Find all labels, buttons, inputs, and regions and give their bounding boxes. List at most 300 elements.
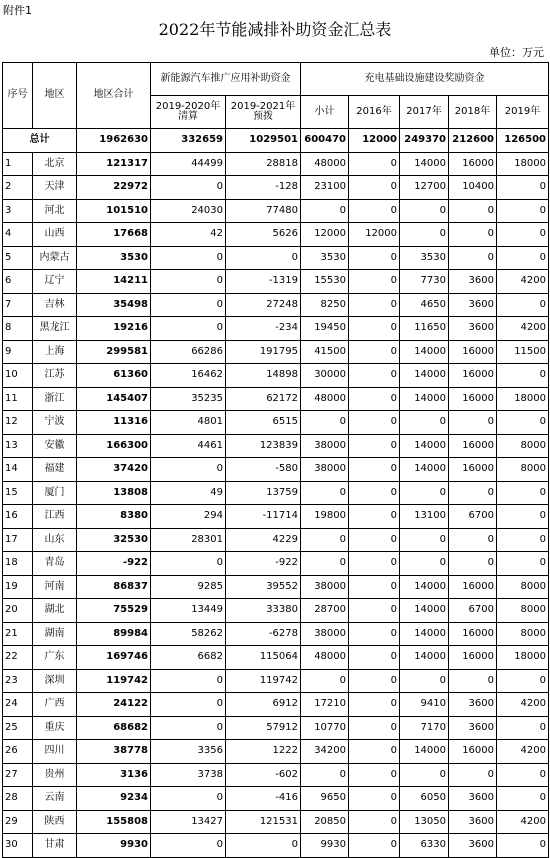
row-region-total: 169746 bbox=[77, 646, 151, 670]
total-row bbox=[3, 129, 549, 153]
row-2018: 0 bbox=[449, 411, 497, 435]
row-2016: 0 bbox=[349, 293, 400, 317]
row-2019: 18000 bbox=[497, 152, 549, 176]
row-subtotal: 0 bbox=[301, 528, 349, 552]
row-2016: 0 bbox=[349, 834, 400, 858]
row-region: 江苏 bbox=[33, 364, 77, 388]
row-2019: 8000 bbox=[497, 599, 549, 623]
row-nev-2019-2021: -1319 bbox=[226, 270, 301, 294]
row-nev-2019-2021: 121531 bbox=[226, 810, 301, 834]
total-cell: 12000 bbox=[349, 129, 400, 153]
row-subtotal: 23100 bbox=[301, 176, 349, 200]
row-nev-2019-2020: 3738 bbox=[151, 763, 226, 787]
row-nev-2019-2021: -416 bbox=[226, 787, 301, 811]
row-2017: 7170 bbox=[400, 716, 449, 740]
header-2018: 2018年 bbox=[449, 96, 497, 129]
table-row bbox=[3, 787, 549, 811]
row-2019: 8000 bbox=[497, 458, 549, 482]
row-2018: 0 bbox=[449, 669, 497, 693]
row-2017: 9410 bbox=[400, 693, 449, 717]
row-nev-2019-2021: 5626 bbox=[226, 223, 301, 247]
row-nev-2019-2021: 39552 bbox=[226, 575, 301, 599]
row-2018: 16000 bbox=[449, 646, 497, 670]
row-2016: 0 bbox=[349, 716, 400, 740]
row-2016: 0 bbox=[349, 505, 400, 529]
row-region-total: 32530 bbox=[77, 528, 151, 552]
total-cell: 249370 bbox=[400, 129, 449, 153]
table-row bbox=[3, 411, 549, 435]
row-2018: 3600 bbox=[449, 834, 497, 858]
row-2016: 0 bbox=[349, 199, 400, 223]
row-region-total: 155808 bbox=[77, 810, 151, 834]
page-title: 2022年节能减排补助资金汇总表 bbox=[158, 20, 392, 39]
row-nev-2019-2020: 16462 bbox=[151, 364, 226, 388]
row-nev-2019-2021: 0 bbox=[226, 246, 301, 270]
row-region: 上海 bbox=[33, 340, 77, 364]
row-nev-2019-2020: 24030 bbox=[151, 199, 226, 223]
row-seq: 30 bbox=[3, 834, 33, 858]
row-subtotal: 0 bbox=[301, 669, 349, 693]
row-region-total: 11316 bbox=[77, 411, 151, 435]
row-nev-2019-2020: 0 bbox=[151, 693, 226, 717]
table-row bbox=[3, 716, 549, 740]
row-region: 河北 bbox=[33, 199, 77, 223]
row-region: 厦门 bbox=[33, 481, 77, 505]
table-row bbox=[3, 599, 549, 623]
row-2016: 0 bbox=[349, 575, 400, 599]
row-2018: 3600 bbox=[449, 293, 497, 317]
row-nev-2019-2021: -602 bbox=[226, 763, 301, 787]
row-2016: 0 bbox=[349, 622, 400, 646]
row-nev-2019-2020: 28301 bbox=[151, 528, 226, 552]
row-2017: 13050 bbox=[400, 810, 449, 834]
row-region: 四川 bbox=[33, 740, 77, 764]
row-nev-2019-2021: -234 bbox=[226, 317, 301, 341]
table-row bbox=[3, 434, 549, 458]
row-nev-2019-2020: 0 bbox=[151, 293, 226, 317]
row-subtotal: 38000 bbox=[301, 575, 349, 599]
row-seq: 27 bbox=[3, 763, 33, 787]
row-subtotal: 20850 bbox=[301, 810, 349, 834]
table-row bbox=[3, 693, 549, 717]
row-region-total: 3136 bbox=[77, 763, 151, 787]
row-nev-2019-2020: 9285 bbox=[151, 575, 226, 599]
row-2016: 0 bbox=[349, 810, 400, 834]
row-2018: 6700 bbox=[449, 505, 497, 529]
row-2016: 0 bbox=[349, 411, 400, 435]
row-2019: 11500 bbox=[497, 340, 549, 364]
row-2018: 3600 bbox=[449, 270, 497, 294]
row-2018: 16000 bbox=[449, 152, 497, 176]
row-region-total: 35498 bbox=[77, 293, 151, 317]
row-region: 深圳 bbox=[33, 669, 77, 693]
row-seq: 10 bbox=[3, 364, 33, 388]
row-2018: 16000 bbox=[449, 387, 497, 411]
row-nev-2019-2020: 66286 bbox=[151, 340, 226, 364]
row-seq: 1 bbox=[3, 152, 33, 176]
row-region-total: 8380 bbox=[77, 505, 151, 529]
row-seq: 24 bbox=[3, 693, 33, 717]
row-subtotal: 28700 bbox=[301, 599, 349, 623]
row-2018: 0 bbox=[449, 223, 497, 247]
row-nev-2019-2021: 119742 bbox=[226, 669, 301, 693]
row-nev-2019-2021: 123839 bbox=[226, 434, 301, 458]
row-subtotal: 19800 bbox=[301, 505, 349, 529]
row-2017: 3530 bbox=[400, 246, 449, 270]
row-seq: 2 bbox=[3, 176, 33, 200]
row-2017: 14000 bbox=[400, 575, 449, 599]
row-seq: 13 bbox=[3, 434, 33, 458]
row-2016: 12000 bbox=[349, 223, 400, 247]
row-2019: 4200 bbox=[497, 693, 549, 717]
row-nev-2019-2020: 6682 bbox=[151, 646, 226, 670]
row-2017: 14000 bbox=[400, 458, 449, 482]
row-seq: 18 bbox=[3, 552, 33, 576]
row-2018: 0 bbox=[449, 199, 497, 223]
row-subtotal: 48000 bbox=[301, 387, 349, 411]
row-subtotal: 15530 bbox=[301, 270, 349, 294]
row-2019: 18000 bbox=[497, 387, 549, 411]
total-cell: 1029501 bbox=[226, 129, 301, 153]
row-nev-2019-2020: 0 bbox=[151, 458, 226, 482]
row-region: 黑龙江 bbox=[33, 317, 77, 341]
table-row bbox=[3, 575, 549, 599]
table-row bbox=[3, 293, 549, 317]
row-region-total: 101510 bbox=[77, 199, 151, 223]
table-row bbox=[3, 740, 549, 764]
row-nev-2019-2020: 294 bbox=[151, 505, 226, 529]
row-region-total: -922 bbox=[77, 552, 151, 576]
row-nev-2019-2020: 13449 bbox=[151, 599, 226, 623]
row-subtotal: 38000 bbox=[301, 622, 349, 646]
row-2017: 12700 bbox=[400, 176, 449, 200]
row-2017: 0 bbox=[400, 481, 449, 505]
table-row bbox=[3, 528, 549, 552]
row-nev-2019-2020: 13427 bbox=[151, 810, 226, 834]
row-nev-2019-2021: 191795 bbox=[226, 340, 301, 364]
row-region: 山西 bbox=[33, 223, 77, 247]
total-cell: 212600 bbox=[449, 129, 497, 153]
row-region: 内蒙古 bbox=[33, 246, 77, 270]
row-nev-2019-2021: 6515 bbox=[226, 411, 301, 435]
row-nev-2019-2020: 44499 bbox=[151, 152, 226, 176]
row-2019: 4200 bbox=[497, 270, 549, 294]
row-region-total: 13808 bbox=[77, 481, 151, 505]
row-2019: 0 bbox=[497, 176, 549, 200]
row-nev-2019-2020: 35235 bbox=[151, 387, 226, 411]
row-2018: 16000 bbox=[449, 340, 497, 364]
row-subtotal: 0 bbox=[301, 552, 349, 576]
row-2018: 3600 bbox=[449, 716, 497, 740]
row-2018: 16000 bbox=[449, 575, 497, 599]
row-subtotal: 3530 bbox=[301, 246, 349, 270]
table-row bbox=[3, 317, 549, 341]
row-2019: 0 bbox=[497, 552, 549, 576]
row-2016: 0 bbox=[349, 176, 400, 200]
row-region-total: 19216 bbox=[77, 317, 151, 341]
row-2018: 0 bbox=[449, 481, 497, 505]
table-row bbox=[3, 622, 549, 646]
header-charging-group: 充电基础设施建设奖励资金 bbox=[301, 63, 549, 96]
row-2016: 0 bbox=[349, 458, 400, 482]
row-2018: 0 bbox=[449, 246, 497, 270]
row-nev-2019-2020: 0 bbox=[151, 716, 226, 740]
row-seq: 14 bbox=[3, 458, 33, 482]
row-region: 浙江 bbox=[33, 387, 77, 411]
header-nev-group: 新能源汽车推广应用补助资金 bbox=[151, 63, 301, 96]
row-seq: 5 bbox=[3, 246, 33, 270]
row-subtotal: 48000 bbox=[301, 646, 349, 670]
row-2017: 14000 bbox=[400, 646, 449, 670]
unit-label: 单位：万元 bbox=[489, 46, 544, 59]
row-2017: 14000 bbox=[400, 622, 449, 646]
row-region: 宁波 bbox=[33, 411, 77, 435]
row-region-total: 121317 bbox=[77, 152, 151, 176]
row-nev-2019-2020: 4801 bbox=[151, 411, 226, 435]
row-2019: 0 bbox=[497, 763, 549, 787]
row-nev-2019-2021: 14898 bbox=[226, 364, 301, 388]
row-region: 陕西 bbox=[33, 810, 77, 834]
table-row bbox=[3, 481, 549, 505]
row-nev-2019-2021: 62172 bbox=[226, 387, 301, 411]
row-seq: 16 bbox=[3, 505, 33, 529]
row-2017: 14000 bbox=[400, 152, 449, 176]
row-2019: 4200 bbox=[497, 740, 549, 764]
table-row bbox=[3, 270, 549, 294]
row-2018: 16000 bbox=[449, 434, 497, 458]
row-2016: 0 bbox=[349, 317, 400, 341]
row-nev-2019-2020: 0 bbox=[151, 552, 226, 576]
row-subtotal: 0 bbox=[301, 199, 349, 223]
row-seq: 11 bbox=[3, 387, 33, 411]
row-2019: 0 bbox=[497, 411, 549, 435]
row-nev-2019-2021: 57912 bbox=[226, 716, 301, 740]
row-2017: 14000 bbox=[400, 434, 449, 458]
row-nev-2019-2021: -11714 bbox=[226, 505, 301, 529]
row-2016: 0 bbox=[349, 740, 400, 764]
row-nev-2019-2020: 0 bbox=[151, 270, 226, 294]
row-seq: 8 bbox=[3, 317, 33, 341]
row-2017: 13100 bbox=[400, 505, 449, 529]
row-2016: 0 bbox=[349, 693, 400, 717]
row-seq: 21 bbox=[3, 622, 33, 646]
subsidy-table bbox=[2, 62, 549, 858]
row-2017: 6330 bbox=[400, 834, 449, 858]
row-region-total: 68682 bbox=[77, 716, 151, 740]
row-nev-2019-2021: 115064 bbox=[226, 646, 301, 670]
row-2018: 16000 bbox=[449, 364, 497, 388]
row-2016: 0 bbox=[349, 552, 400, 576]
row-2019: 0 bbox=[497, 716, 549, 740]
header-region: 地区 bbox=[33, 63, 77, 129]
row-nev-2019-2020: 49 bbox=[151, 481, 226, 505]
row-seq: 15 bbox=[3, 481, 33, 505]
row-nev-2019-2021: 27248 bbox=[226, 293, 301, 317]
row-region-total: 24122 bbox=[77, 693, 151, 717]
row-2018: 3600 bbox=[449, 317, 497, 341]
row-subtotal: 38000 bbox=[301, 434, 349, 458]
row-2019: 18000 bbox=[497, 646, 549, 670]
row-2016: 0 bbox=[349, 646, 400, 670]
row-2018: 0 bbox=[449, 552, 497, 576]
row-2017: 0 bbox=[400, 552, 449, 576]
row-2018: 6700 bbox=[449, 599, 497, 623]
row-subtotal: 17210 bbox=[301, 693, 349, 717]
row-region: 重庆 bbox=[33, 716, 77, 740]
table-row bbox=[3, 387, 549, 411]
row-nev-2019-2020: 3356 bbox=[151, 740, 226, 764]
row-seq: 28 bbox=[3, 787, 33, 811]
row-seq: 26 bbox=[3, 740, 33, 764]
row-2016: 0 bbox=[349, 270, 400, 294]
header-nev-2019-2021: 2019-2021年预拨 bbox=[226, 96, 301, 129]
row-subtotal: 0 bbox=[301, 763, 349, 787]
row-2019: 0 bbox=[497, 505, 549, 529]
row-2016: 0 bbox=[349, 763, 400, 787]
row-2019: 0 bbox=[497, 246, 549, 270]
row-seq: 4 bbox=[3, 223, 33, 247]
table-row bbox=[3, 669, 549, 693]
row-seq: 29 bbox=[3, 810, 33, 834]
row-region: 福建 bbox=[33, 458, 77, 482]
row-2018: 10400 bbox=[449, 176, 497, 200]
table-row bbox=[3, 505, 549, 529]
row-subtotal: 0 bbox=[301, 411, 349, 435]
row-seq: 6 bbox=[3, 270, 33, 294]
row-2016: 0 bbox=[349, 787, 400, 811]
row-2019: 0 bbox=[497, 223, 549, 247]
row-seq: 22 bbox=[3, 646, 33, 670]
row-subtotal: 9650 bbox=[301, 787, 349, 811]
row-2019: 8000 bbox=[497, 434, 549, 458]
row-2017: 0 bbox=[400, 528, 449, 552]
row-region: 吉林 bbox=[33, 293, 77, 317]
row-nev-2019-2021: 4229 bbox=[226, 528, 301, 552]
row-2018: 0 bbox=[449, 528, 497, 552]
row-region: 广西 bbox=[33, 693, 77, 717]
row-2016: 0 bbox=[349, 669, 400, 693]
header-2017: 2017年 bbox=[400, 96, 449, 129]
row-region-total: 119742 bbox=[77, 669, 151, 693]
row-region: 贵州 bbox=[33, 763, 77, 787]
row-seq: 25 bbox=[3, 716, 33, 740]
row-2017: 11650 bbox=[400, 317, 449, 341]
row-2019: 4200 bbox=[497, 810, 549, 834]
row-region-total: 75529 bbox=[77, 599, 151, 623]
row-region: 青岛 bbox=[33, 552, 77, 576]
row-nev-2019-2020: 42 bbox=[151, 223, 226, 247]
row-region-total: 17668 bbox=[77, 223, 151, 247]
row-seq: 3 bbox=[3, 199, 33, 223]
row-subtotal: 48000 bbox=[301, 152, 349, 176]
row-subtotal: 12000 bbox=[301, 223, 349, 247]
row-2016: 0 bbox=[349, 364, 400, 388]
row-2019: 0 bbox=[497, 787, 549, 811]
row-seq: 17 bbox=[3, 528, 33, 552]
table-row bbox=[3, 763, 549, 787]
row-nev-2019-2020: 4461 bbox=[151, 434, 226, 458]
row-2018: 16000 bbox=[449, 740, 497, 764]
total-cell: 332659 bbox=[151, 129, 226, 153]
row-region: 湖南 bbox=[33, 622, 77, 646]
row-2016: 0 bbox=[349, 387, 400, 411]
header-region-total: 地区合计 bbox=[77, 63, 151, 129]
row-nev-2019-2020: 0 bbox=[151, 317, 226, 341]
row-region: 江西 bbox=[33, 505, 77, 529]
row-nev-2019-2021: 1222 bbox=[226, 740, 301, 764]
row-2017: 14000 bbox=[400, 740, 449, 764]
row-2017: 7730 bbox=[400, 270, 449, 294]
row-region: 湖北 bbox=[33, 599, 77, 623]
total-label: 总计 bbox=[3, 129, 77, 153]
row-nev-2019-2021: -6278 bbox=[226, 622, 301, 646]
table-row bbox=[3, 340, 549, 364]
row-2016: 0 bbox=[349, 528, 400, 552]
row-2016: 0 bbox=[349, 340, 400, 364]
row-2017: 14000 bbox=[400, 364, 449, 388]
row-2017: 0 bbox=[400, 669, 449, 693]
total-cell: 1962630 bbox=[77, 129, 151, 153]
header-2016: 2016年 bbox=[349, 96, 400, 129]
row-region: 辽宁 bbox=[33, 270, 77, 294]
row-2019: 8000 bbox=[497, 575, 549, 599]
row-nev-2019-2021: 13759 bbox=[226, 481, 301, 505]
row-nev-2019-2020: 0 bbox=[151, 176, 226, 200]
row-2019: 0 bbox=[497, 199, 549, 223]
row-subtotal: 34200 bbox=[301, 740, 349, 764]
row-region-total: 14211 bbox=[77, 270, 151, 294]
table-row bbox=[3, 552, 549, 576]
row-region-total: 166300 bbox=[77, 434, 151, 458]
row-region-total: 37420 bbox=[77, 458, 151, 482]
row-2018: 3600 bbox=[449, 787, 497, 811]
row-2018: 3600 bbox=[449, 810, 497, 834]
row-region: 安徽 bbox=[33, 434, 77, 458]
table-row bbox=[3, 152, 549, 176]
row-region-total: 86837 bbox=[77, 575, 151, 599]
row-2017: 6050 bbox=[400, 787, 449, 811]
row-2016: 0 bbox=[349, 434, 400, 458]
row-region-total: 9930 bbox=[77, 834, 151, 858]
row-2017: 14000 bbox=[400, 387, 449, 411]
row-2016: 0 bbox=[349, 152, 400, 176]
header-2019: 2019年 bbox=[497, 96, 549, 129]
row-seq: 23 bbox=[3, 669, 33, 693]
row-nev-2019-2020: 0 bbox=[151, 669, 226, 693]
total-cell: 600470 bbox=[301, 129, 349, 153]
row-region-total: 299581 bbox=[77, 340, 151, 364]
row-region: 河南 bbox=[33, 575, 77, 599]
row-subtotal: 30000 bbox=[301, 364, 349, 388]
row-subtotal: 38000 bbox=[301, 458, 349, 482]
row-2017: 0 bbox=[400, 199, 449, 223]
row-2018: 16000 bbox=[449, 458, 497, 482]
row-nev-2019-2021: -922 bbox=[226, 552, 301, 576]
row-2017: 0 bbox=[400, 223, 449, 247]
row-seq: 7 bbox=[3, 293, 33, 317]
row-nev-2019-2021: -128 bbox=[226, 176, 301, 200]
row-nev-2019-2021: 28818 bbox=[226, 152, 301, 176]
row-subtotal: 0 bbox=[301, 481, 349, 505]
row-subtotal: 10770 bbox=[301, 716, 349, 740]
table-row bbox=[3, 458, 549, 482]
row-2019: 0 bbox=[497, 293, 549, 317]
row-region-total: 61360 bbox=[77, 364, 151, 388]
row-2019: 8000 bbox=[497, 622, 549, 646]
row-region: 甘肃 bbox=[33, 834, 77, 858]
row-region: 天津 bbox=[33, 176, 77, 200]
row-2017: 14000 bbox=[400, 599, 449, 623]
